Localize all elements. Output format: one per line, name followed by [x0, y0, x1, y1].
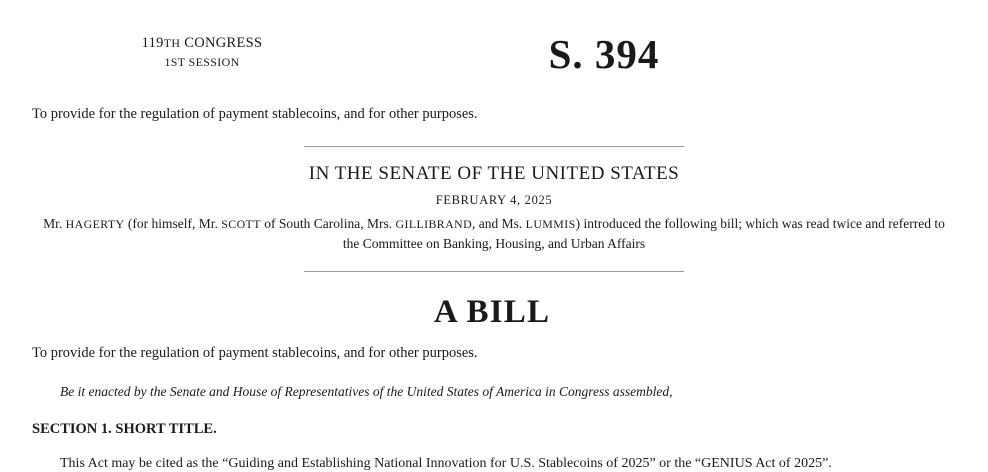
bill-title: A BILL	[433, 294, 551, 331]
chamber-heading: IN THE SENATE OF THE UNITED STATES	[308, 163, 680, 185]
divider-upper	[304, 146, 684, 147]
bill-purpose: To provide for the regulation of payment stablecoins, and for other purposes.	[32, 345, 478, 362]
congress-label: CONGRESS	[180, 35, 263, 51]
congress-ordinal-suffix: TH	[163, 36, 181, 50]
sponsor-line: Mr. HAGERTY (for himself, Mr. SCOTT of South Carolina, Mrs. GILLIBRAND, and Ms. LUMMIS) introduced the following bill; which was read twice and referred to the Committee on Banking, Housing, and Urban Affairs	[43, 216, 945, 251]
congress-line	[32, 34, 372, 54]
divider-lower	[304, 271, 684, 272]
date-text: FEBRUARY 4, 2025	[435, 193, 553, 208]
summary-top: To provide for the regulation of payment stablecoins, and for other purposes.	[32, 106, 478, 122]
introduction-date	[32, 192, 956, 208]
session-line: 1ST SESSION	[164, 54, 240, 69]
section-1-heading: SECTION 1. SHORT TITLE.	[32, 421, 217, 438]
section-1-body: This Act may be cited as the “Guiding and Establishing National Innovation for U.S. Stablecoins of 2025” or the “GENIUS Act of 2025”.	[60, 456, 832, 472]
bill-number: S. 394	[548, 31, 660, 77]
congress-number: 119	[141, 35, 164, 51]
congress-session-block	[32, 28, 372, 70]
document-header	[32, 0, 956, 78]
enacting-clause: Be it enacted by the Senate and House of Representatives of the United States of America in Congress assembled,	[60, 384, 673, 400]
